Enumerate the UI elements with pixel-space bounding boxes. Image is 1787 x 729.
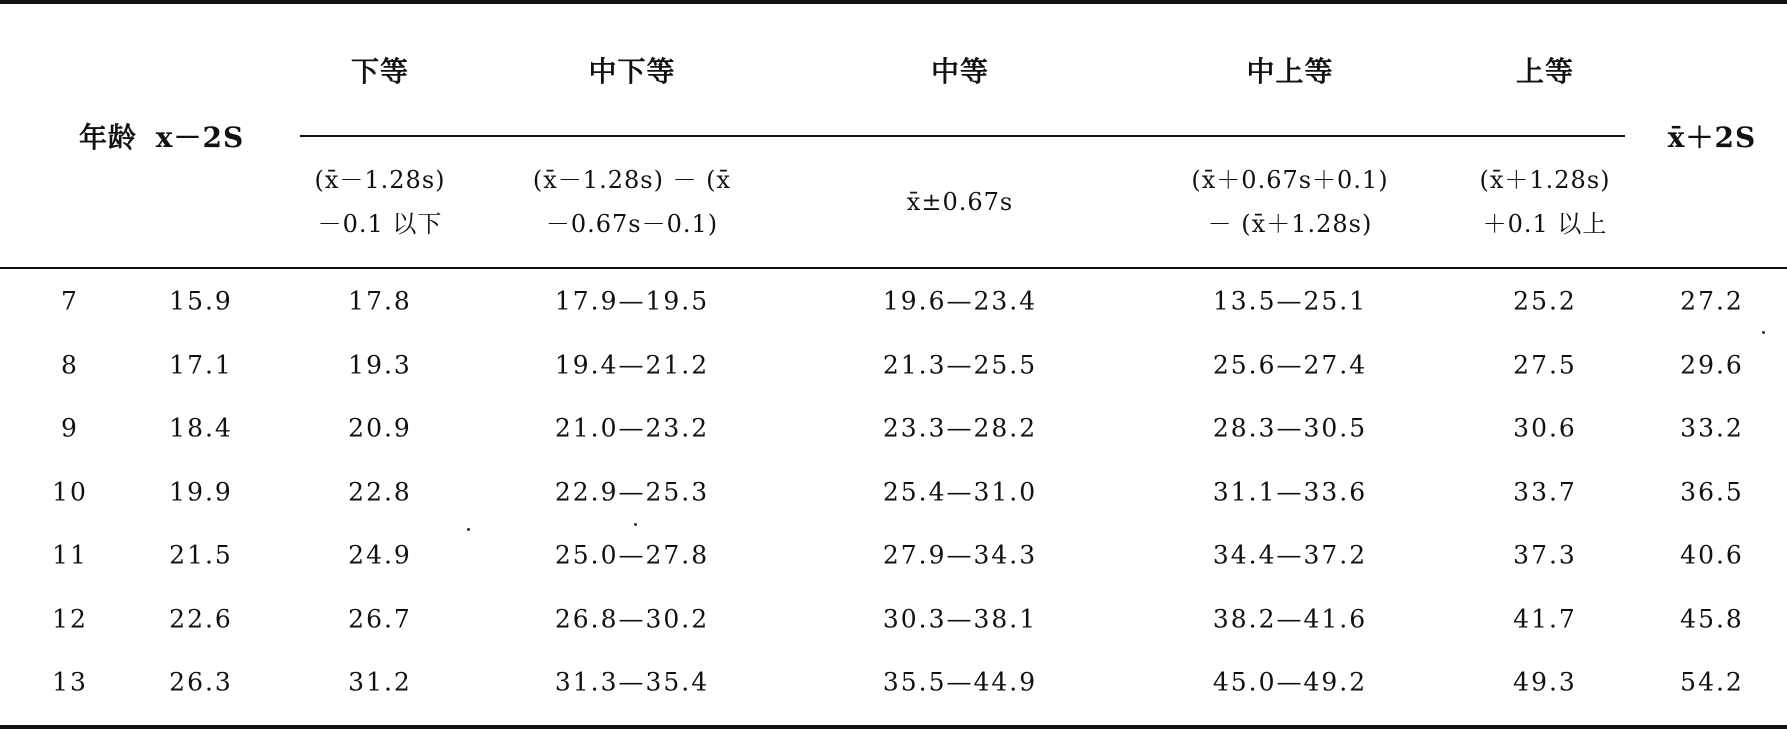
scan-speck (634, 523, 637, 526)
table-cell-c1: 22.8 (348, 477, 412, 506)
header-bottom-rule (0, 267, 1787, 269)
table-cell-c4: 31.1—33.6 (1212, 477, 1368, 506)
table-cell-low: 18.4 (169, 413, 233, 443)
table-cell-high: 40.6 (1680, 540, 1744, 570)
grade-name-lower: 下等 (350, 55, 410, 88)
formula-line: (x̄－1.28s) (314, 166, 446, 194)
table-cell-c3: 21.3—25.5 (882, 350, 1038, 379)
grade-formula-upper-middle (1191, 158, 1388, 246)
table-cell-age: 9 (61, 413, 79, 443)
table-cell-c4: 28.3—30.5 (1212, 413, 1368, 443)
table-cell-age: 10 (52, 477, 88, 506)
grade-formula-lower (314, 158, 445, 246)
table-cell-low: 17.1 (169, 350, 233, 379)
bottom-rule (0, 725, 1787, 729)
grade-name-lower-middle: 中下等 (588, 55, 676, 88)
formula-line: (x̄－1.28s) － (x̄ (532, 166, 732, 194)
formula-line: － (x̄＋1.28s) (1207, 210, 1373, 238)
table-cell-c1: 24.9 (348, 540, 412, 570)
table-cell-age: 8 (61, 350, 79, 379)
table-cell-c5: 37.3 (1513, 540, 1577, 570)
table-cell-c4: 25.6—27.4 (1212, 350, 1368, 379)
table-cell-age: 12 (52, 604, 88, 633)
table-cell-high: 45.8 (1680, 604, 1744, 633)
table-cell-c1: 17.8 (348, 286, 412, 316)
table-cell-age: 11 (52, 540, 88, 570)
table-cell-low: 22.6 (169, 604, 233, 633)
scan-speck (1762, 331, 1765, 334)
formula-line: (x̄＋0.67s＋0.1) (1191, 166, 1389, 194)
table-cell-low: 19.9 (169, 477, 233, 506)
table-cell-c3: 27.9—34.3 (882, 540, 1038, 570)
high-bound-column-header: x̄＋2S (1667, 121, 1757, 154)
table-cell-age: 13 (52, 667, 88, 697)
formula-line: (x̄＋1.28s) (1479, 166, 1611, 194)
table-cell-c5: 25.2 (1513, 286, 1577, 316)
table-cell-high: 36.5 (1680, 477, 1744, 506)
header-divider-rule (300, 135, 1625, 137)
table-cell-age: 7 (61, 286, 79, 316)
table-cell-c1: 20.9 (348, 413, 412, 443)
table-cell-c5: 27.5 (1513, 350, 1577, 379)
grade-formula-middle (907, 180, 1013, 224)
table-cell-c3: 35.5—44.9 (882, 667, 1038, 697)
top-rule (0, 0, 1787, 4)
table-cell-c5: 33.7 (1513, 477, 1577, 506)
table-cell-low: 26.3 (169, 667, 233, 697)
table-cell-c4: 13.5—25.1 (1212, 286, 1368, 316)
grade-name-upper: 上等 (1515, 55, 1575, 88)
table-cell-low: 15.9 (169, 286, 233, 316)
table-cell-high: 27.2 (1680, 286, 1744, 316)
scan-speck (467, 528, 470, 531)
table-cell-high: 54.2 (1680, 667, 1744, 697)
table-cell-c4: 45.0—49.2 (1212, 667, 1368, 697)
table-cell-c2: 19.4—21.2 (554, 350, 710, 379)
table-cell-c2: 25.0—27.8 (554, 540, 710, 570)
grade-name-middle: 中等 (930, 55, 990, 88)
table-cell-c4: 34.4—37.2 (1212, 540, 1368, 570)
table-cell-c4: 38.2—41.6 (1212, 604, 1368, 633)
table-cell-c3: 23.3—28.2 (882, 413, 1038, 443)
table-cell-high: 33.2 (1680, 413, 1744, 443)
table-cell-c3: 19.6—23.4 (882, 286, 1038, 316)
formula-line: ＋0.1 以上 (1482, 210, 1608, 238)
formula-line: －0.1 以下 (317, 210, 443, 238)
table-cell-c1: 26.7 (348, 604, 412, 633)
table-cell-c2: 26.8—30.2 (554, 604, 710, 633)
table-cell-c5: 41.7 (1513, 604, 1577, 633)
formula-line: －0.67s－0.1) (545, 210, 719, 238)
grade-name-upper-middle: 中上等 (1246, 55, 1334, 88)
table-cell-low: 21.5 (169, 540, 233, 570)
grade-formula-lower-middle (533, 158, 731, 246)
table-cell-c1: 31.2 (348, 667, 412, 697)
table-cell-c2: 21.0—23.2 (554, 413, 710, 443)
low-bound-column-header: x－2S (155, 121, 245, 154)
formula-line: x̄±0.67s (906, 188, 1014, 216)
table-cell-c3: 25.4—31.0 (882, 477, 1038, 506)
table-cell-c1: 19.3 (348, 350, 412, 379)
age-column-header: 年龄 (78, 121, 138, 154)
table-cell-c2: 17.9—19.5 (554, 286, 710, 316)
grade-formula-upper (1479, 158, 1610, 246)
table-cell-c5: 30.6 (1513, 413, 1577, 443)
table-cell-high: 29.6 (1680, 350, 1744, 379)
table-cell-c3: 30.3—38.1 (882, 604, 1038, 633)
table-cell-c5: 49.3 (1513, 667, 1577, 697)
table-cell-c2: 22.9—25.3 (554, 477, 710, 506)
table-cell-c2: 31.3—35.4 (554, 667, 710, 697)
